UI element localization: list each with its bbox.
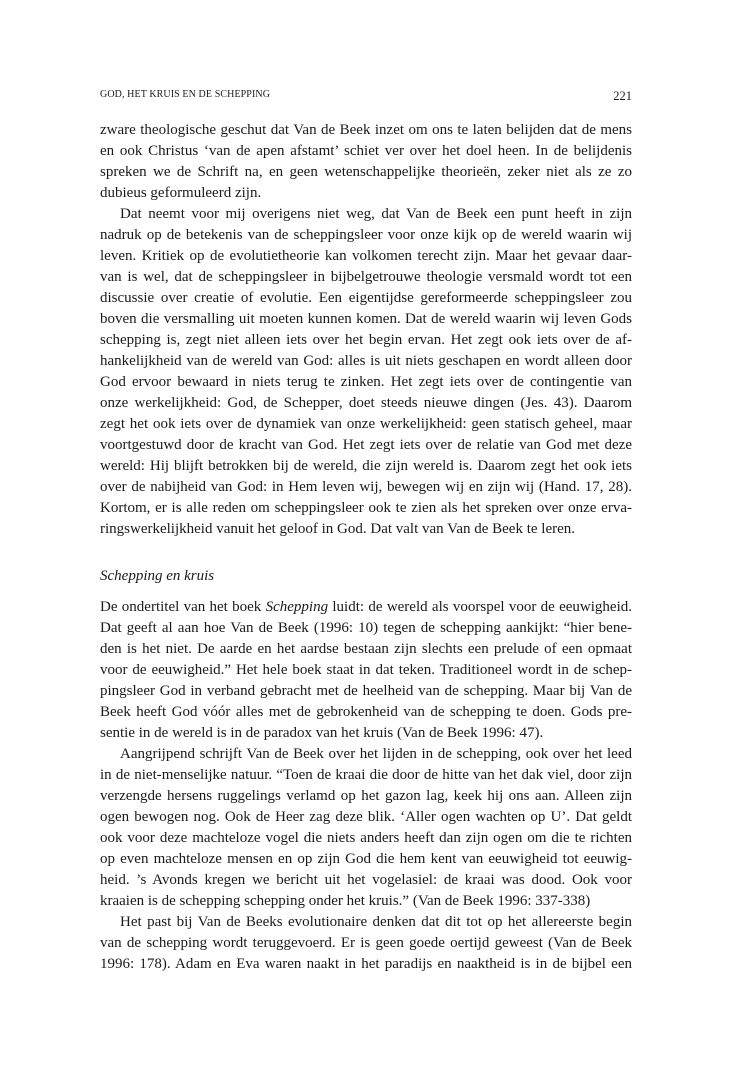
page-number: 221	[613, 89, 632, 103]
body-line: wereld: Hij blijft betrokken bij de wereld, die zijn wereld is. Daarom zegt het ook iets	[100, 458, 632, 474]
body-line: sentie in de wereld is in de paradox van het kruis (Van de Beek 1996: 47).	[100, 725, 544, 741]
body-line: over de nabijheid van God: in Hem leven wij, bewegen wij en zijn wij (Hand. 17, 28).	[100, 479, 632, 495]
body-line: Aangrijpend schrijft Van de Beek over het lijden in de schepping, ook over het leed	[120, 746, 632, 762]
body-line: boven die versmalling uit moeten kunnen komen. Dat de wereld waarin wij leven Gods	[100, 311, 632, 327]
body-line: zware theologische geschut dat Van de Beek inzet om ons te laten belijden dat de mens	[100, 122, 632, 138]
body-line: verzengde hersens ruggelings verlamd op het gazon lag, keek hij ons aan. Alleen zijn	[100, 788, 632, 804]
body-line: ringswerkelijkheid vanuit het geloof in God. Dat valt van Van de Beek te leren.	[100, 521, 576, 537]
body-line: hankelijkheid van de wereld van God: alles is uit niets geschapen en wordt alleen door	[100, 353, 632, 369]
body-line: onze werkelijkheid: God, de Schepper, doet steeds nieuwe dingen (Jes. 43). Daarom	[100, 395, 632, 411]
body-line: van de schepping wordt teruggevoerd. Er is geen goede oertijd geweest (Van de Beek	[100, 935, 632, 951]
body-text: De ondertitel van het boek	[100, 599, 266, 615]
body-line: ogen bewogen nog. Ook de Heer zag deze blik. ‘Aller ogen wachten op U’. Dat geldt	[100, 809, 632, 825]
body-line: voor de eeuwigheid.” Het hele boek staat in dat teken. Traditioneel wordt in de schep-	[100, 662, 632, 678]
body-line: Kortom, er is alle reden om scheppingsleer ook te zien als het spreken over onze erva-	[100, 500, 632, 516]
body-line: heid. ’s Avonds kregen we bericht uit het vogelasiel: de kraai was dood. Ook voor	[100, 872, 632, 888]
body-line: nadruk op de betekenis van de scheppingsleer voor onze kijk op de wereld waarin wij	[100, 227, 632, 243]
body-line: en ook Christus ‘van de apen afstamt’ schiet ver over het doel heen. In de belijdenis	[100, 143, 632, 159]
body-line: Het past bij Van de Beeks evolutionaire denken dat dit tot op het allereerste begin	[120, 914, 632, 930]
running-title: GOD, HET KRUIS EN DE SCHEPPING	[100, 89, 271, 100]
book-title-italic: Schepping	[265, 599, 329, 615]
body-line: van is wel, dat de scheppingsleer in bijbelgetrouwe theologie versmald wordt tot een	[100, 269, 632, 285]
body-line: zegt het ook iets over de dynamiek van onze werkelijkheid: geen statisch geheel, maar	[100, 416, 632, 432]
body-line: 1996: 178). Adam en Eva waren naakt in het paradijs en naaktheid is in de bijbel een	[100, 956, 632, 972]
running-head	[100, 89, 632, 103]
body-line: op even machteloze mensen en op zijn God die hem kent van eeuwigheid tot eeuwig-	[100, 851, 632, 867]
body-line: kraaien is de schepping schepping onder het kruis.” (Van de Beek 1996: 337-338)	[100, 893, 591, 909]
section-heading: Schepping en kruis	[100, 568, 215, 584]
body-line: ook voor deze machteloze vogel die niets anders heeft dan zijn ogen om die te richten	[100, 830, 632, 846]
body-line: den is het niet. De aarde en het aardse bestaan zijn slechts een prelude of een opmaat	[100, 641, 632, 657]
body-line: in de niet-menselijke natuur. “Toen de kraai die door de hitte van het dak viel, door zijn	[100, 767, 632, 783]
body-line-with-italic-title	[100, 597, 632, 618]
body-line: discussie over creatie of evolutie. Een eigentijdse gereformeerde scheppingsleer zou	[100, 290, 632, 306]
body-line: Beek heeft God vóór alles met de gebrokenheid van de schepping te doen. Gods pre-	[100, 704, 632, 720]
body-line: Dat geeft al aan hoe Van de Beek (1996: 10) tegen de schepping aankijkt: “hier bene-	[100, 620, 632, 636]
body-line: spreken we de Schrift na, en geen wetenschappelijke theorieën, zeker niet als ze zo	[100, 164, 632, 180]
body-line: God ervoor bewaard in niets terug te zinken. Het zegt iets over de contingentie van	[100, 374, 632, 390]
body-line: schepping is, zegt niet alleen iets over het begin ervan. Het zegt ook iets over de af-	[100, 332, 632, 348]
body-line: pingsleer God in verband gebracht met de heelheid van de schepping. Maar bij Van de	[100, 683, 632, 699]
body-line: Dat neemt voor mij overigens niet weg, dat Van de Beek een punt heeft in zijn	[120, 206, 632, 222]
body-line: dubieus geformuleerd zijn.	[100, 185, 262, 201]
body-text: luidt: de wereld als voorspel voor de eeuwigheid.	[328, 599, 632, 615]
body-line: leven. Kritiek op de evolutietheorie kan volkomen terecht zijn. Maar het gevaar daar-	[100, 248, 632, 264]
body-line: voortgestuwd door de kracht van God. Het zegt iets over de relatie van God met deze	[100, 437, 632, 453]
